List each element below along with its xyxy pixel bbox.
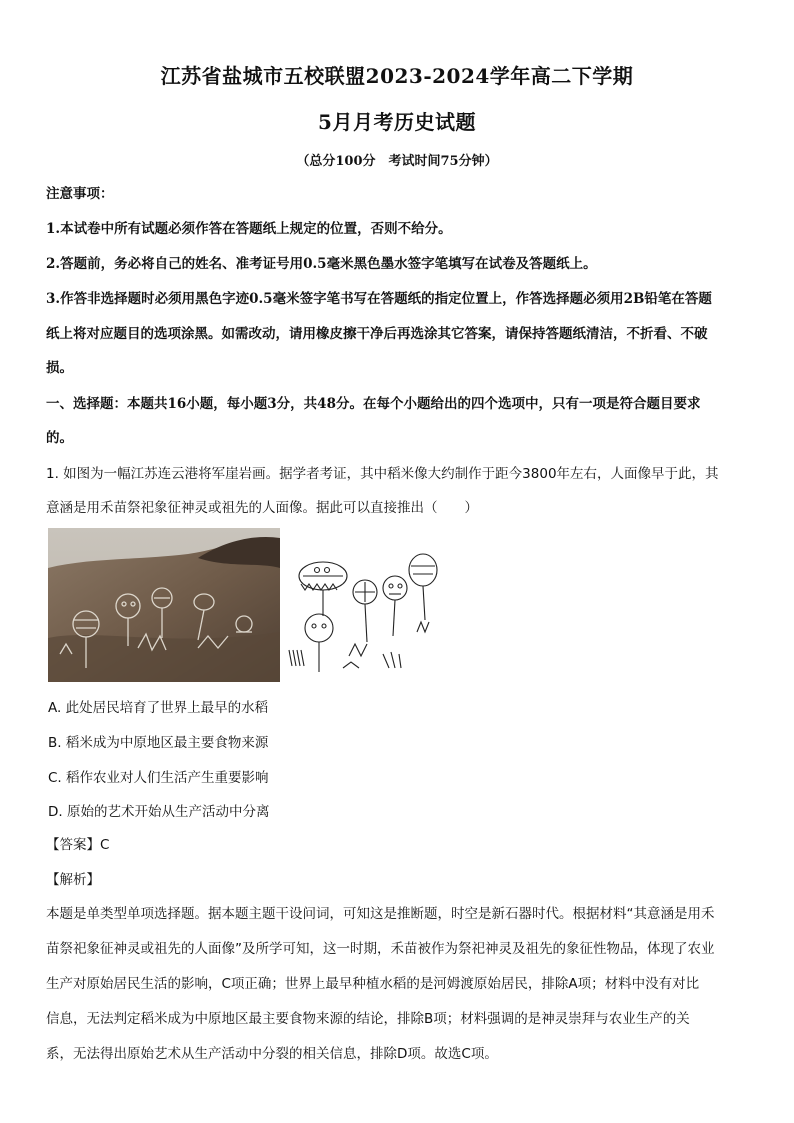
option-d: D. 原始的艺术开始从生产活动中分离 (48, 804, 270, 820)
section-heading-line-1: 一、选择题：本题共16小题，每小题3分，共48分。在每个小题给出的四个选项中，只有一项是符合题目要求 (46, 396, 701, 412)
analysis-line-4: 信息，无法判定稻米成为中原地区最主要食物来源的结论，排除B项；材料强调的是神灵崇拜与农业生产的关 (46, 1011, 690, 1027)
option-a: A. 此处居民培育了世界上最早的水稻 (48, 700, 269, 716)
analysis-heading: 【解析】 (46, 872, 100, 888)
notice-item-3-line-2: 纸上将对应题目的选项涂黑。如需改动，请用橡皮擦干净后再选涂其它答案，请保持答题纸清洁，不折看、不破 (46, 326, 708, 342)
section-heading-line-2: 的。 (46, 430, 73, 446)
notice-item-3-line-1: 3.作答非选择题时必须用黑色字迹0.5毫米签字笔书写在答题纸的指定位置上，作答选择题必须用2B铅笔在答题 (46, 291, 712, 307)
notice-heading: 注意事项： (46, 186, 114, 202)
question-stem-line-1: 1. 如图为一幅江苏连云港将军崖岩画。据学者考证，其中稻米像大约制作于距今3800年左右，人面像早于此，其 (46, 466, 719, 482)
analysis-line-2: 苗祭祀象征神灵或祖先的人面像”及所学可知，这一时期，禾苗被作为祭祀神灵及祖先的象征性物品，体现了农业 (46, 941, 715, 957)
page-subtitle-title: 5月月考历史试题 (318, 110, 476, 134)
analysis-line-5: 系，无法得出原始艺术从生产活动中分裂的相关信息，排除D项。故选C项。 (46, 1046, 498, 1062)
answer-label: 【答案】C (46, 837, 110, 853)
option-c: C. 稻作农业对人们生活产生重要影响 (48, 770, 269, 786)
rock-painting-photo (48, 528, 280, 682)
analysis-line-3: 生产对原始居民生活的影响，C项正确；世界上最早种植水稻的是河姆渡原始居民，排除A项；材料中没有对比 (46, 976, 700, 992)
option-b: B. 稻米成为中原地区最主要食物来源 (48, 735, 269, 751)
notice-item-2: 2.答题前，务必将自己的姓名、准考证号用0.5毫米黑色墨水签字笔填写在试卷及答题纸上。 (46, 256, 597, 272)
petroglyph-sketch (283, 546, 443, 682)
question-stem-line-2: 意涵是用禾苗祭祀象征神灵或祖先的人面像。据此可以直接推出（ ） (46, 500, 478, 516)
exam-info: （总分100分 考试时间75分钟） (296, 154, 498, 169)
notice-item-3-line-3: 损。 (46, 360, 73, 376)
analysis-line-1: 本题是单类型单项选择题。据本题主题干设问词，可知这是推断题，时空是新石器时代。根据材料“其意涵是用禾 (46, 906, 715, 922)
rock-painting-photo-image (48, 528, 280, 682)
page-title: 江苏省盐城市五校联盟2023-2024学年高二下学期 (160, 64, 634, 88)
petroglyph-sketch-image (283, 546, 443, 682)
notice-item-1: 1.本试卷中所有试题必须作答在答题纸上规定的位置，否则不给分。 (46, 221, 452, 237)
